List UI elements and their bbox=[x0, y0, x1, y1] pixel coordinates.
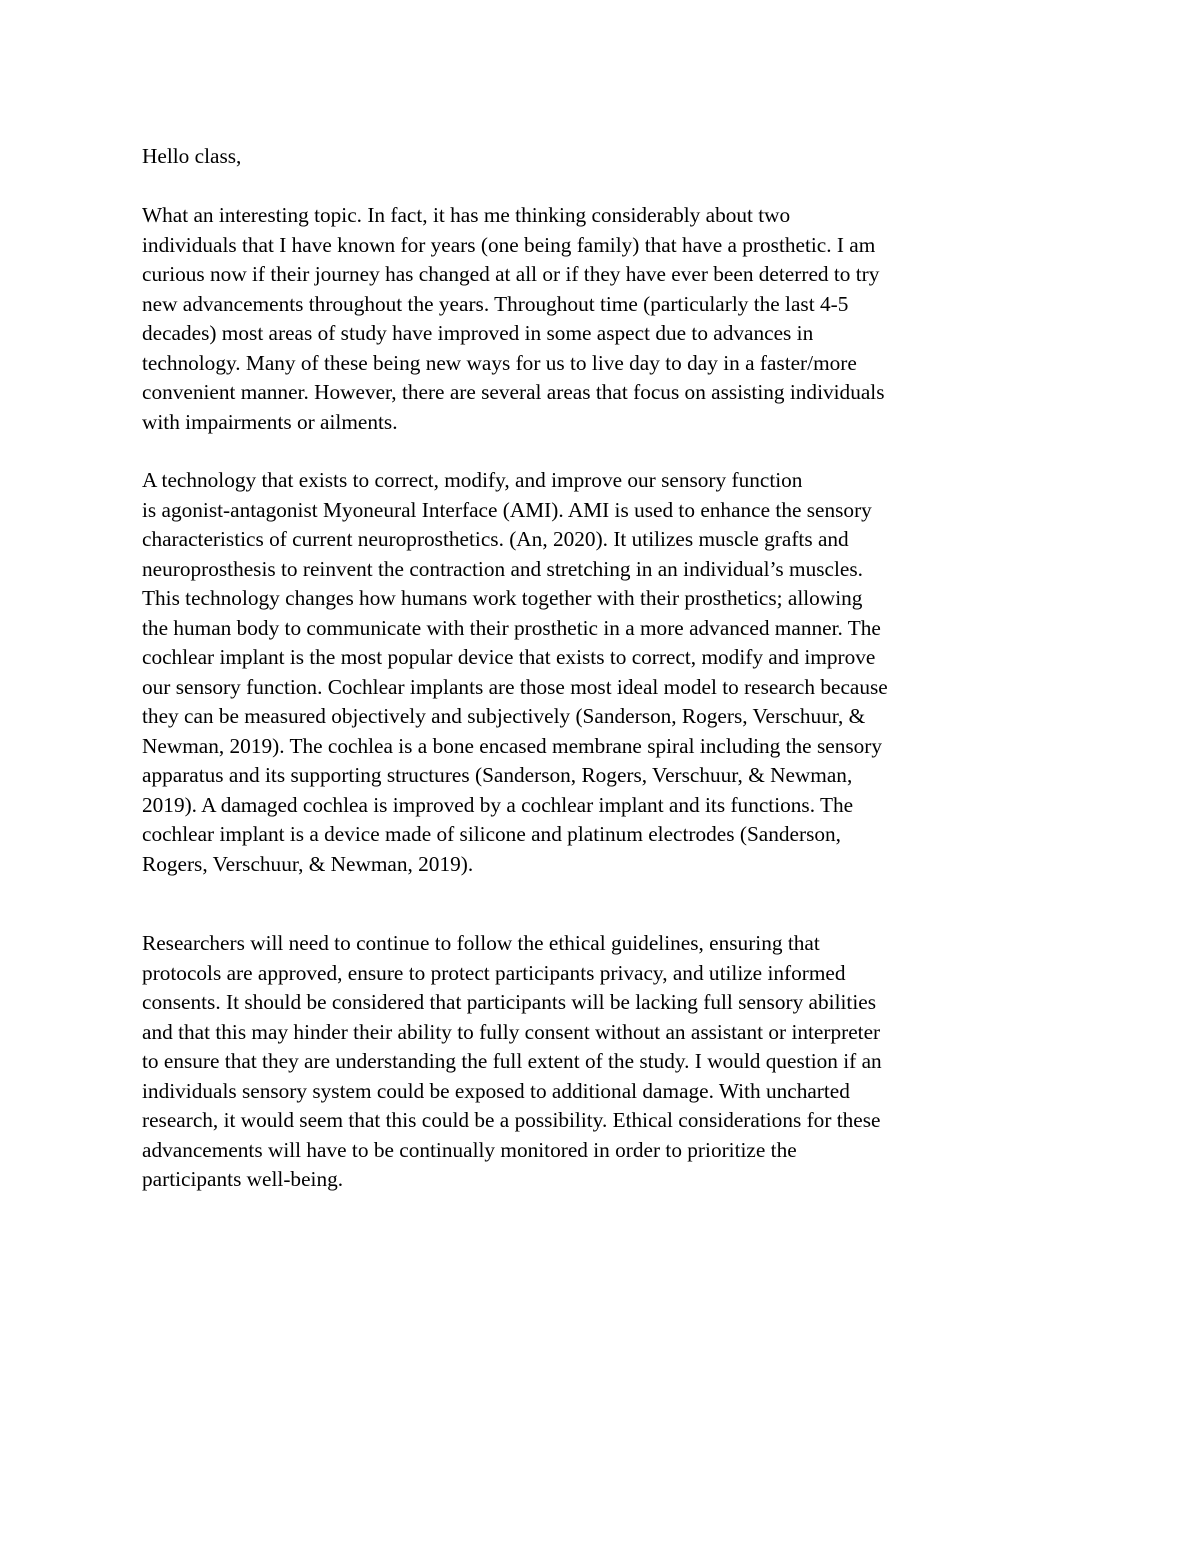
text-line: cochlear implant is a device made of silicone and platinum electrodes (Sanderson, bbox=[142, 822, 842, 846]
text-line: and that this may hinder their ability to fully consent without an assistant or interpreter bbox=[142, 1019, 881, 1044]
text-line: neuroprosthesis to reinvent the contraction and stretching in an individual’s muscles. bbox=[142, 556, 863, 581]
text-line: technology. Many of these being new ways for us to live day to day in a faster/more bbox=[142, 350, 857, 375]
paragraph-intro bbox=[142, 201, 1082, 437]
text-line: consents. It should be considered that participants will be lacking full sensory abilities bbox=[142, 990, 876, 1014]
text-line: cochlear implant is the most popular device that exists to correct, modify and improve bbox=[142, 645, 876, 669]
text-line: to ensure that they are understanding the full extent of the study. I would question if an bbox=[142, 1049, 882, 1073]
text-line: convenient manner. However, there are several areas that focus on assisting individuals bbox=[142, 380, 885, 404]
text-line: new advancements throughout the years. Throughout time (particularly the last 4-5 bbox=[142, 291, 849, 316]
text-line: What an interesting topic. In fact, it has me thinking considerably about two bbox=[142, 203, 791, 227]
text-line: research, it would seem that this could be a possibility. Ethical considerations for these bbox=[142, 1108, 881, 1132]
text-line: participants well-being. bbox=[142, 1167, 344, 1191]
text-line: individuals that I have known for years (one being family) that have a prosthetic. I am bbox=[142, 232, 876, 257]
text-line: the human body to communicate with their prosthetic in a more advanced manner. The bbox=[142, 615, 881, 640]
text-line: apparatus and its supporting structures (Sanderson, Rogers, Verschuur, & Newman, bbox=[142, 763, 853, 787]
text-line: individuals sensory system could be exposed to additional damage. With uncharted bbox=[142, 1078, 850, 1103]
text-line: protocols are approved, ensure to protect participants privacy, and utilize informed bbox=[142, 960, 846, 985]
text-line: characteristics of current neuroprosthetics. (An, 2020). It utilizes muscle grafts and bbox=[142, 527, 849, 551]
text-line: is agonist-antagonist Myoneural Interface (AMI). AMI is used to enhance the sensory bbox=[142, 497, 872, 522]
greeting-line bbox=[142, 142, 1082, 172]
text-line: A technology that exists to correct, modify, and improve our sensory function bbox=[142, 468, 803, 492]
paragraph-ethics bbox=[142, 929, 1082, 1195]
text-line: This technology changes how humans work together with their prosthetics; allowing bbox=[142, 586, 863, 610]
text-line: Researchers will need to continue to follow the ethical guidelines, ensuring that bbox=[142, 931, 820, 955]
text-line: Hello class, bbox=[142, 144, 242, 168]
text-line: 2019). A damaged cochlea is improved by a cochlear implant and its functions. The bbox=[142, 792, 854, 817]
text-line: they can be measured objectively and subjectively (Sanderson, Rogers, Verschuur, & bbox=[142, 704, 866, 728]
text-line: curious now if their journey has changed at all or if they have ever been deterred to try bbox=[142, 262, 880, 286]
paragraph-technology bbox=[142, 466, 1082, 879]
text-line: advancements will have to be continually monitored in order to prioritize the bbox=[142, 1137, 797, 1162]
text-line: with impairments or ailments. bbox=[142, 409, 398, 434]
text-line: our sensory function. Cochlear implants are those most ideal model to research because bbox=[142, 674, 888, 699]
text-line: decades) most areas of study have improved in some aspect due to advances in bbox=[142, 321, 814, 345]
text-line: Newman, 2019). The cochlea is a bone encased membrane spiral including the sensory bbox=[142, 733, 883, 758]
text-line: Rogers, Verschuur, & Newman, 2019). bbox=[142, 851, 474, 876]
